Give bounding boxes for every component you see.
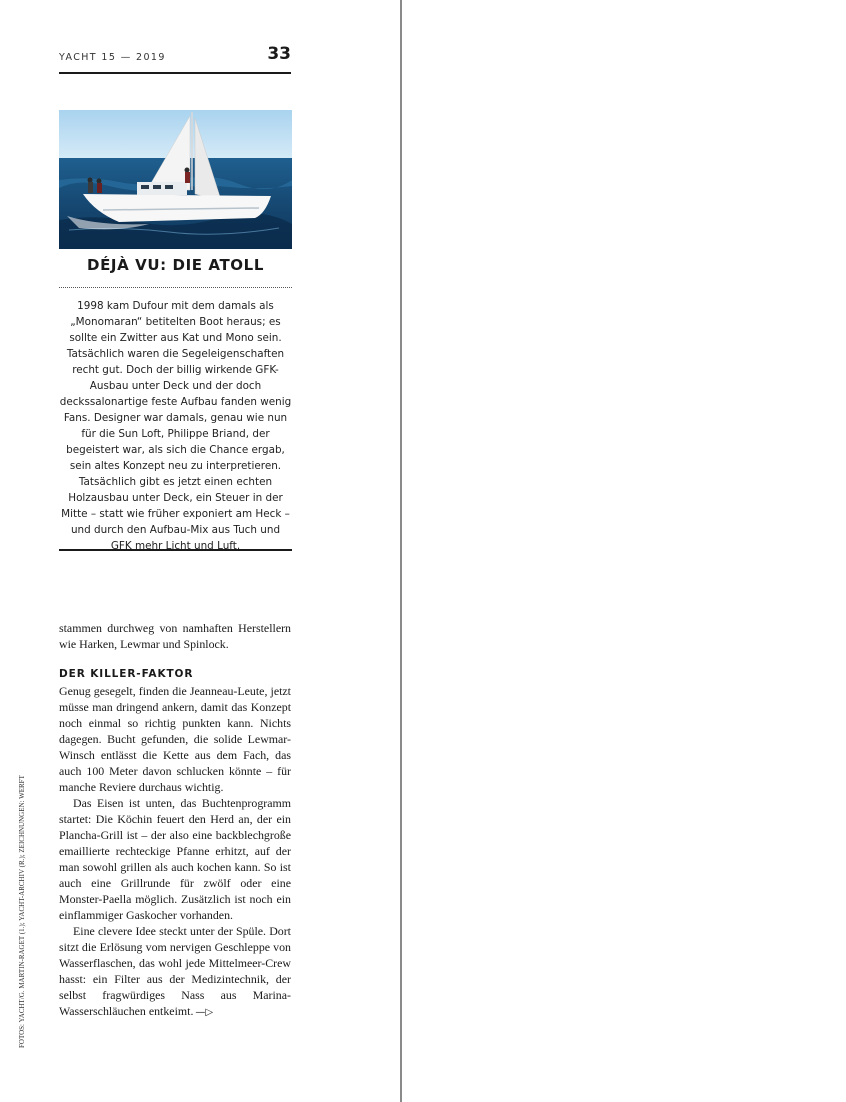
page-gutter-line bbox=[400, 0, 402, 1102]
page-number: 33 bbox=[267, 44, 291, 64]
body-paragraph-3 bbox=[59, 923, 291, 1021]
page-header bbox=[59, 44, 291, 74]
box-title: DÉJÀ VU: DIE ATOLL bbox=[87, 256, 264, 274]
section-subhead: DER KILLER-FAKTOR bbox=[59, 668, 194, 680]
box-text: 1998 kam Dufour mit dem damals als „Monomaran“ betitelten Boot heraus; es sollte ein Zwitter aus Kat und Mono sein. Tatsächlich waren die Segeleigenschaften recht gut. Doch der billig wirkende GFK-Ausbau unter Deck und der doch deckssalonartige feste Aufbau fanden wenig Fans. Designer war damals, genau wie nun für die Sun Loft, Philippe Briand, der begeistert war, als sich die Chance ergab, sein altes Konzept neu zu interpretieren. Tatsächlich gibt es jetzt einen echten Holzausbau unter Deck, ein Steuer in der Mitte – statt wie früher exponiert am Heck – und durch den Aufbau-Mix aus Tuch und GFK mehr Licht und Luft. bbox=[59, 300, 292, 552]
continue-arrow-icon: —▷ bbox=[195, 1007, 214, 1018]
dotted-divider bbox=[59, 287, 292, 288]
body-paragraph-3-text: Eine clevere Idee steckt unter der Spüle. Dort sitzt die Erlösung vom nervigen Geschleppe von Wasserflaschen, das wohl jede Mittelmeer-Crew hasst: ein Filter aus der Medizintechnik, der selbst fragwürdiges Nass aus Marina-Wasserschläuchen entkeimt. bbox=[59, 924, 291, 1018]
intro-paragraph: stammen durchweg von namhaften Herstellern wie Harken, Lewmar und Spinlock. bbox=[59, 621, 291, 651]
body-paragraph-2: Das Eisen ist unten, das Buchtenprogramm startet: Die Köchin feuert den Herd an, der ein Plancha-Grill ist – der also eine backblechgroße emaillierte rechteckige Pfanne erhitzt, auf der man sowohl grillen als auch kochen kann. So ist auch eine Grillrunde für zwölf oder eine Monster-Paella möglich. Zusätzlich ist noch ein einflammiger Gaskocher vorhanden. bbox=[59, 796, 291, 922]
issue-label: YACHT 15 — 2019 bbox=[59, 52, 166, 63]
article-body bbox=[59, 683, 291, 1021]
body-paragraph-1: Genug gesegelt, finden die Jeanneau-Leute, jetzt müsse man dringend ankern, damit das Konzept noch einmal so richtig punkten kann. Nichts dagegen. Bucht gefunden, die solide Lewmar-Winsch entlässt die Kette aus dem Fach, das auch 100 Meter davon schlucken könnte – für manche Reviere durchaus wichtig. bbox=[59, 684, 291, 794]
article-intro bbox=[59, 620, 291, 652]
box-bottom-rule bbox=[59, 549, 292, 551]
photo-credit: FOTOS: YACHT/G. MARTIN-RAGET (1.); YACHT-ARCHIV (R.); ZEICHNUNGEN: WERFT bbox=[18, 775, 26, 1048]
sailboat-photo bbox=[59, 110, 292, 249]
